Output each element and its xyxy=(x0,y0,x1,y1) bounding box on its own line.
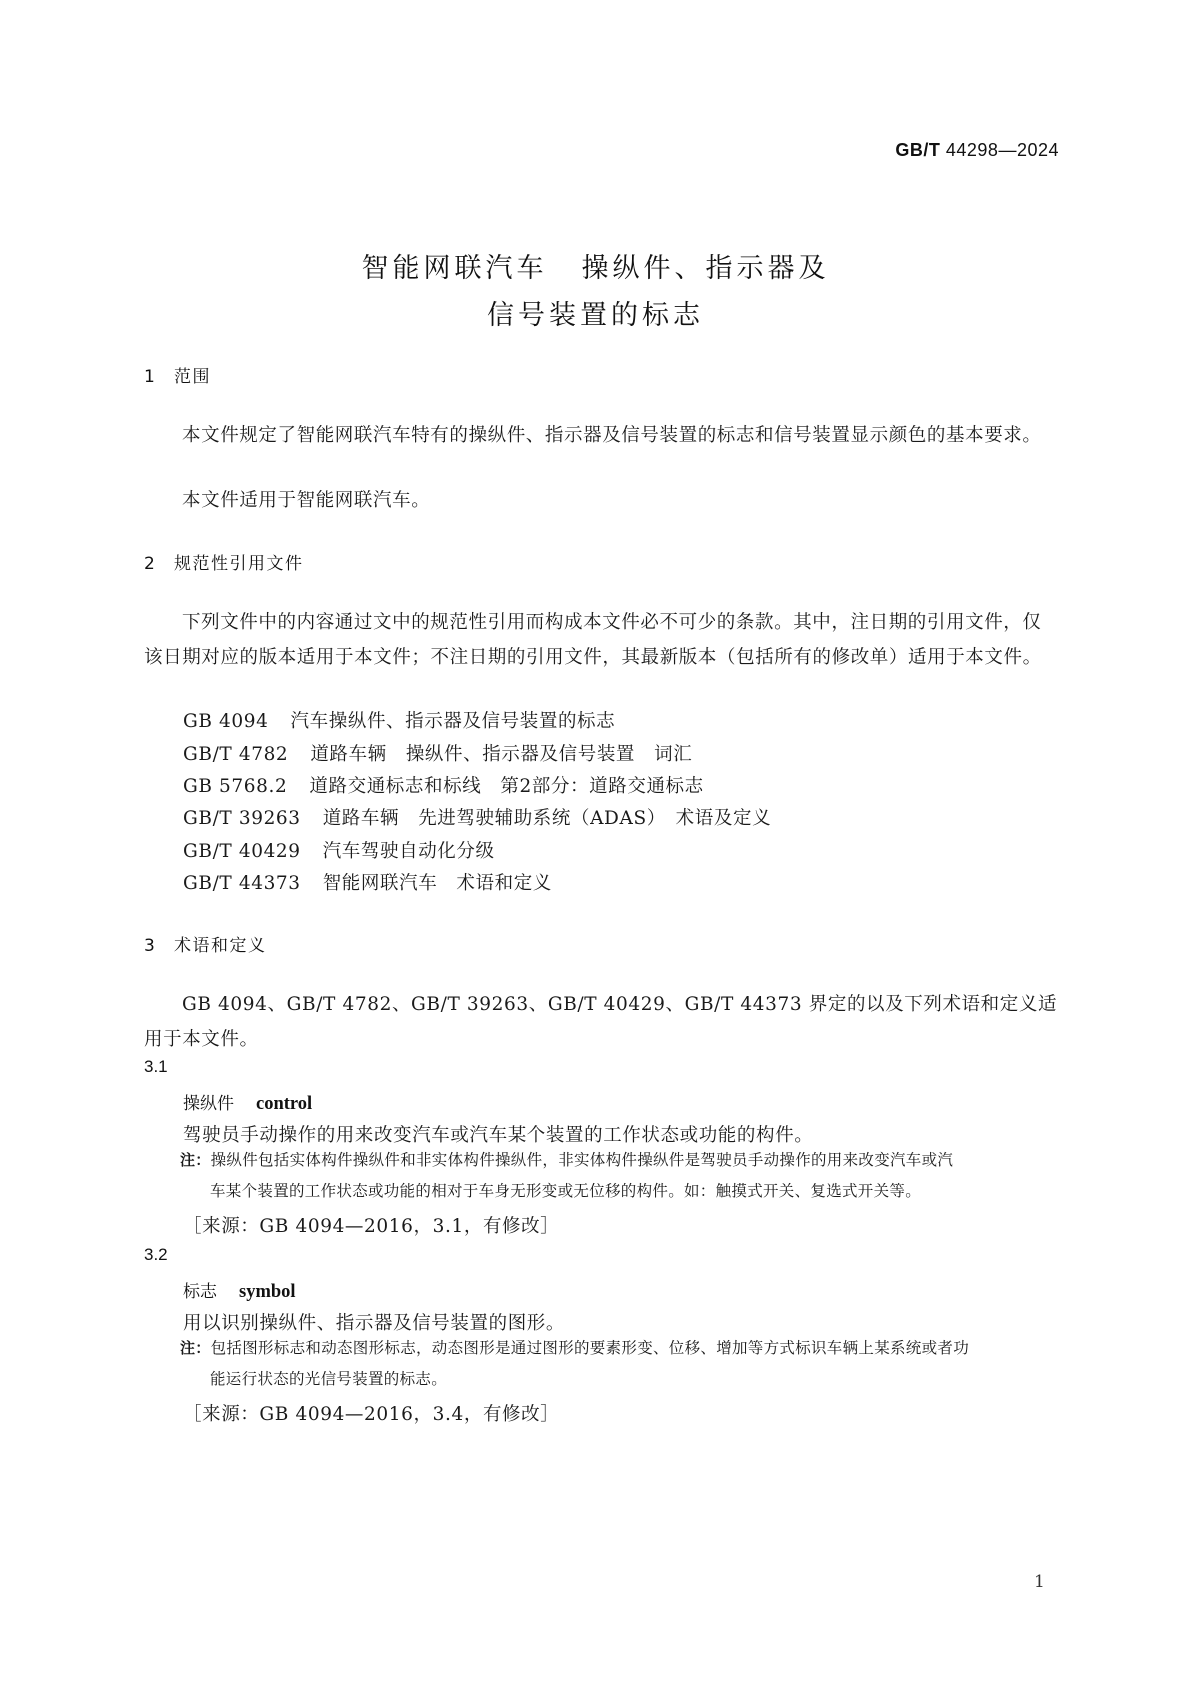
term-source: ［来源：GB 4094—2016，3.1，有修改］ xyxy=(183,1216,560,1237)
page-number: 1 xyxy=(1034,1572,1045,1592)
reference-title: 道路交通标志和标线 第2部分：道路交通标志 xyxy=(309,776,704,797)
note-text-line1: 包括图形标志和动态图形标志，动态图形是通过图形的要素形变、位移、增加等方式标识车辆上某系统或者功 xyxy=(210,1339,970,1357)
standard-code xyxy=(895,140,1059,161)
reference-code: GB 4094 xyxy=(183,711,269,732)
section-heading-normative-references xyxy=(144,549,304,574)
section-number: 3 xyxy=(144,936,157,956)
reference-item xyxy=(183,740,692,766)
clause-number: 3.2 xyxy=(144,1245,168,1264)
reference-title: 汽车驾驶自动化分级 xyxy=(322,841,495,862)
reference-item xyxy=(183,837,495,863)
section-heading-scope xyxy=(144,362,211,387)
reference-code: GB/T 39263 xyxy=(183,808,301,829)
section-number: 2 xyxy=(144,554,157,574)
document-title-line2: 信号装置的标志 xyxy=(487,300,704,331)
term-english: control xyxy=(256,1094,313,1114)
term-chinese: 标志 xyxy=(183,1282,217,1302)
section-title: 规范性引用文件 xyxy=(174,554,304,574)
reference-title: 智能网联汽车 术语和定义 xyxy=(322,873,552,894)
reference-code: GB/T 4782 xyxy=(183,744,289,765)
reference-item xyxy=(183,707,615,733)
term-entry xyxy=(183,1089,312,1115)
term-chinese: 操纵件 xyxy=(183,1094,234,1114)
reference-item xyxy=(183,869,552,895)
reference-item xyxy=(183,772,704,798)
term-definition: 驾驶员手动操作的用来改变汽车或汽车某个装置的工作状态或功能的构件。 xyxy=(183,1125,814,1146)
term-note xyxy=(180,1333,1060,1395)
reference-title: 道路车辆 先进驾驶辅助系统（ADAS） 术语及定义 xyxy=(322,808,772,829)
reference-code: GB 5768.2 xyxy=(183,776,288,797)
term-english: symbol xyxy=(239,1282,296,1302)
terms-intro-paragraph: GB 4094、GB/T 4782、GB/T 39263、GB/T 40429、GB/T 44373 界定的以及下列术语和定义适用于本文件。 xyxy=(144,994,1058,1050)
note-text-line2: 车某个装置的工作状态或功能的相对于车身无形变或无位移的构件。如：触摸式开关、复选式开关等。 xyxy=(210,1182,922,1200)
reference-item xyxy=(183,804,771,830)
references-intro-paragraph: 下列文件中的内容通过文中的规范性引用而构成本文件必不可少的条款。其中，注日期的引用文件，仅该日期对应的版本适用于本文件；不注日期的引用文件，其最新版本（包括所有的修改单）适用于本文件。 xyxy=(144,612,1042,668)
reference-title: 道路车辆 操纵件、指示器及信号装置 词汇 xyxy=(310,744,693,765)
term-definition: 用以识别操纵件、指示器及信号装置的图形。 xyxy=(183,1313,566,1334)
title-part1: 智能网联汽车 xyxy=(361,253,548,284)
section-number: 1 xyxy=(144,367,157,387)
standard-code-number: 44298—2024 xyxy=(945,140,1059,160)
document-title-line1 xyxy=(0,246,1191,285)
scope-paragraph-1: 本文件规定了智能网联汽车特有的操纵件、指示器及信号装置的标志和信号装置显示颜色的基本要求。 xyxy=(182,425,1042,446)
standard-code-prefix: GB/T xyxy=(895,140,941,160)
reference-title: 汽车操纵件、指示器及信号装置的标志 xyxy=(290,711,616,732)
term-note xyxy=(180,1145,1060,1207)
note-label: 注： xyxy=(180,1151,211,1169)
reference-code: GB/T 40429 xyxy=(183,841,301,862)
scope-paragraph-2: 本文件适用于智能网联汽车。 xyxy=(182,490,431,511)
clause-number: 3.1 xyxy=(144,1057,168,1076)
note-label: 注： xyxy=(180,1339,211,1357)
title-part2: 操纵件、指示器及 xyxy=(581,253,830,284)
term-source: ［来源：GB 4094—2016，3.4，有修改］ xyxy=(183,1404,560,1425)
reference-code: GB/T 44373 xyxy=(183,873,301,894)
section-heading-terms-definitions xyxy=(144,931,267,956)
term-entry xyxy=(183,1277,296,1303)
section-title: 术语和定义 xyxy=(174,936,267,956)
note-text-line2: 能运行状态的光信号装置的标志。 xyxy=(210,1370,448,1388)
note-text-line1: 操纵件包括实体构件操纵件和非实体构件操纵件，非实体构件操纵件是驾驶员手动操作的用来改变汽车或汽 xyxy=(210,1151,954,1169)
section-title: 范围 xyxy=(174,367,211,387)
